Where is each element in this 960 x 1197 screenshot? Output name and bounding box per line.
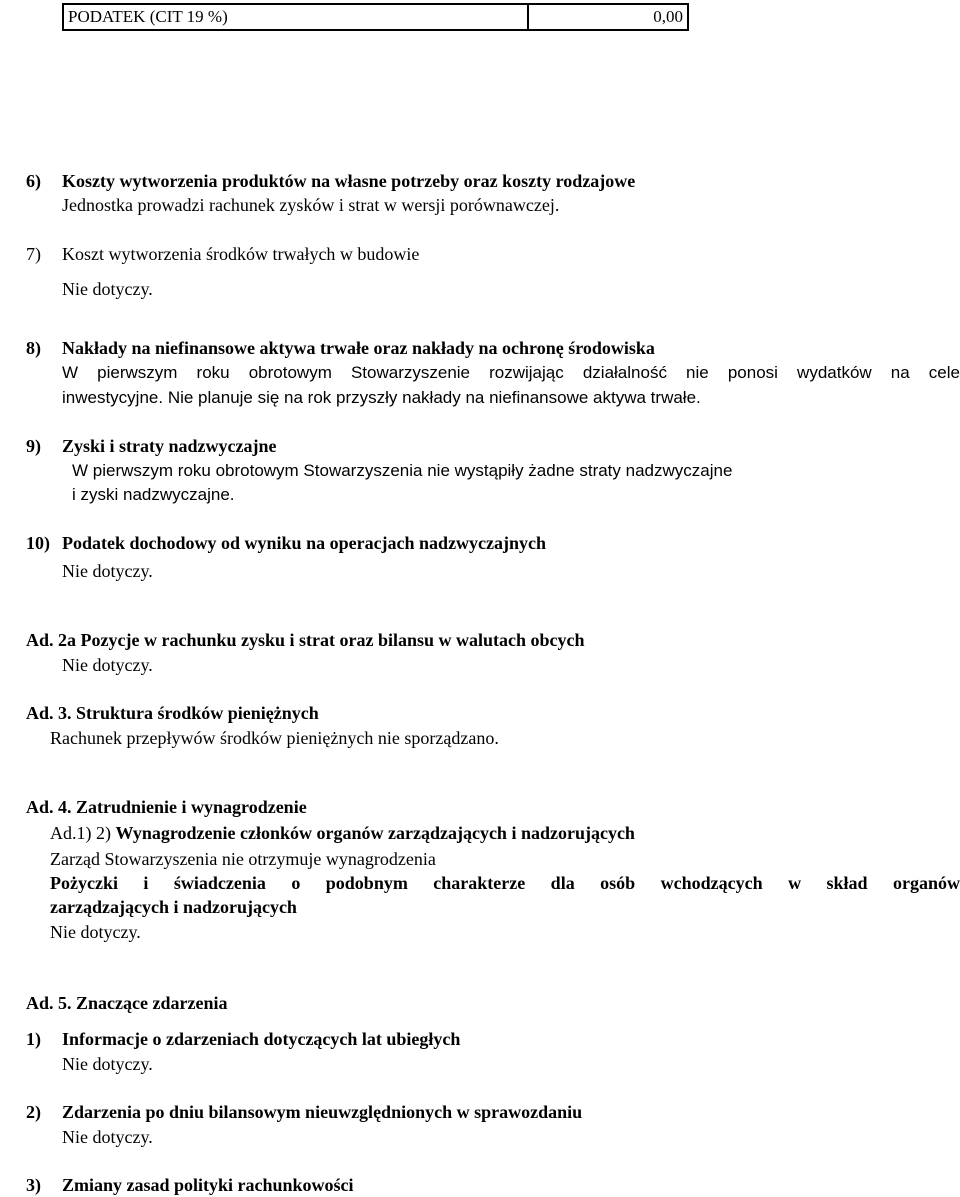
section-7-heading: Koszt wytworzenia środków trwałych w budowie	[62, 244, 420, 264]
section-10-number: 10)	[26, 533, 50, 553]
tax-value: 0,00	[528, 4, 688, 30]
ad5-heading: Ad. 5. Znaczące zdarzenia	[26, 993, 228, 1013]
section-8-text-line1: W pierwszym roku obrotowym Stowarzyszenie rozwijając działalność nie ponosi wydatków na cele	[62, 363, 960, 382]
section-9-heading: Zyski i straty nadzwyczajne	[62, 436, 277, 456]
tax-label: PODATEK (CIT 19 %)	[63, 4, 528, 30]
ad5-item-3-heading: Zmiany zasad polityki rachunkowości	[62, 1175, 354, 1195]
ad3-heading: Ad. 3. Struktura środków pieniężnych	[26, 703, 319, 723]
ad4-sub-heading: Wynagrodzenie członków organów zarządzających i nadzorujących	[115, 823, 635, 843]
section-9-number: 9)	[26, 436, 41, 456]
ad5-item-1-heading: Informacje o zdarzeniach dotyczących lat ubiegłych	[62, 1029, 461, 1049]
tax-table	[62, 3, 689, 31]
ad4-loans-text: Nie dotyczy.	[50, 922, 141, 942]
section-6-heading: Koszty wytworzenia produktów na własne potrzeby oraz koszty rodzajowe	[62, 171, 636, 191]
ad4-heading: Ad. 4. Zatrudnienie i wynagrodzenie	[26, 797, 307, 817]
ad4-loans-line1: Pożyczki i świadczenia o podobnym charakterze dla osób wchodzących w skład organów	[50, 873, 960, 893]
section-7-text: Nie dotyczy.	[62, 279, 153, 299]
ad5-item-1-text: Nie dotyczy.	[62, 1054, 153, 1074]
ad4-loans-line2: zarządzających i nadzorujących	[50, 897, 297, 917]
ad2a-heading: Ad. 2a Pozycje w rachunku zysku i strat oraz bilansu w walutach obcych	[26, 630, 585, 650]
section-9-text-line2: i zyski nadzwyczajne.	[72, 485, 235, 504]
ad4-subsection	[50, 824, 635, 842]
ad5-item-3-number: 3)	[26, 1175, 41, 1195]
section-7-number: 7)	[26, 244, 41, 264]
ad5-item-2-number: 2)	[26, 1102, 41, 1122]
ad2a-text: Nie dotyczy.	[62, 655, 153, 675]
tax-row	[63, 4, 688, 30]
section-6-text: Jednostka prowadzi rachunek zysków i strat w wersji porównawczej.	[62, 195, 560, 215]
ad3-text: Rachunek przepływów środków pieniężnych nie sporządzano.	[50, 728, 499, 748]
section-8-text-line2: inwestycyjne. Nie planuje się na rok przyszły nakłady na niefinansowe aktywa trwałe.	[62, 388, 701, 407]
ad5-item-2-text: Nie dotyczy.	[62, 1127, 153, 1147]
section-6-number: 6)	[26, 171, 41, 191]
section-10-text: Nie dotyczy.	[62, 561, 153, 581]
ad5-item-2-heading: Zdarzenia po dniu bilansowym nieuwzględnionych w sprawozdaniu	[62, 1102, 583, 1122]
ad4-text: Zarząd Stowarzyszenia nie otrzymuje wynagrodzenia	[50, 849, 436, 869]
section-8-number: 8)	[26, 338, 41, 358]
section-9-text-line1: W pierwszym roku obrotowym Stowarzyszenia nie wystąpiły żadne straty nadzwyczajne	[72, 461, 733, 480]
ad5-item-1-number: 1)	[26, 1029, 41, 1049]
section-8-heading: Nakłady na niefinansowe aktywa trwałe oraz nakłady na ochronę środowiska	[62, 338, 655, 358]
section-10-heading: Podatek dochodowy od wyniku na operacjach nadzwyczajnych	[62, 533, 547, 553]
ad4-sub-prefix: Ad.1) 2)	[50, 823, 111, 843]
